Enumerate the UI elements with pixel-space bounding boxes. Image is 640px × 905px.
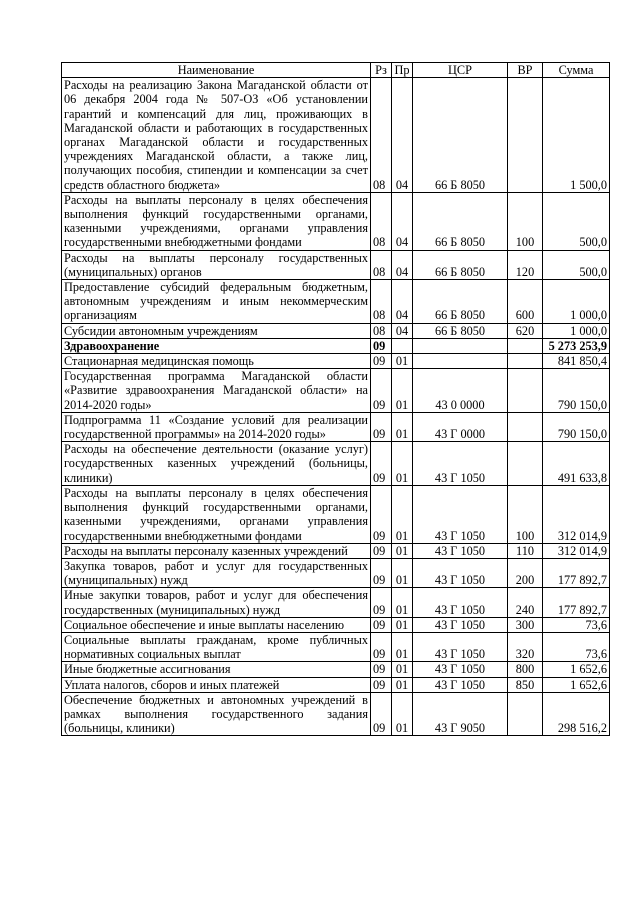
- cell-vr: 850: [508, 677, 543, 692]
- cell-pr: 01: [392, 442, 413, 486]
- cell-vr: [508, 412, 543, 441]
- cell-csr: 66 Б 8050: [413, 250, 508, 279]
- cell-pr: [392, 338, 413, 353]
- cell-vr: 110: [508, 543, 543, 558]
- cell-rz: 08: [371, 78, 392, 193]
- cell-name: Расходы на реализацию Закона Магаданской области от 06 декабря 2004 года № 507-ОЗ «Об установлении гарантий и компенсаций для лиц, проживающих в Магаданской области и работающих в государственных органах Магаданской области и государственных учреждениях Магаданской области, а также лиц, получающих пособия, стипендии и компенсации за счет средств областного бюджета»: [62, 78, 371, 193]
- cell-csr: 43 Г 1050: [413, 662, 508, 677]
- table-row: [62, 632, 610, 661]
- cell-pr: 04: [392, 323, 413, 338]
- header-csr: ЦСР: [413, 63, 508, 78]
- header-vr: ВР: [508, 63, 543, 78]
- cell-vr: 120: [508, 250, 543, 279]
- cell-name: Стационарная медицинская помощь: [62, 354, 371, 369]
- table-row: [62, 412, 610, 441]
- cell-pr: 04: [392, 78, 413, 193]
- cell-rz: 09: [371, 677, 392, 692]
- cell-vr: 100: [508, 485, 543, 543]
- cell-sum: 790 150,0: [543, 412, 610, 441]
- header-name: Наименование: [62, 63, 371, 78]
- table-row: [62, 442, 610, 486]
- cell-vr: [508, 692, 543, 736]
- cell-name: Здравоохранение: [62, 338, 371, 353]
- cell-sum: 841 850,4: [543, 354, 610, 369]
- table-row: [62, 485, 610, 543]
- cell-name: Государственная программа Магаданской области «Развитие здравоохранения Магаданской области» на 2014-2020 годы»: [62, 369, 371, 413]
- cell-pr: 04: [392, 280, 413, 324]
- cell-sum: 1 500,0: [543, 78, 610, 193]
- header-rz: Рз: [371, 63, 392, 78]
- cell-name: Расходы на выплаты персоналу казенных учреждений: [62, 543, 371, 558]
- cell-vr: 200: [508, 558, 543, 587]
- cell-name: Социальное обеспечение и иные выплаты населению: [62, 617, 371, 632]
- cell-sum: 1 652,6: [543, 662, 610, 677]
- cell-name: Предоставление субсидий федеральным бюджетным, автономным учреждениям и иным некоммерческим организациям: [62, 280, 371, 324]
- table-header: [62, 63, 610, 78]
- cell-rz: 08: [371, 192, 392, 250]
- cell-pr: 01: [392, 617, 413, 632]
- cell-sum: 500,0: [543, 192, 610, 250]
- cell-rz: 09: [371, 558, 392, 587]
- cell-rz: 09: [371, 485, 392, 543]
- cell-vr: [508, 78, 543, 193]
- cell-name: Социальные выплаты гражданам, кроме публичных нормативных социальных выплат: [62, 632, 371, 661]
- cell-csr: 43 Г 1050: [413, 632, 508, 661]
- cell-rz: 09: [371, 354, 392, 369]
- cell-name: Подпрограмма 11 «Создание условий для реализации государственной программы» на 2014-2020 годы»: [62, 412, 371, 441]
- cell-pr: 01: [392, 543, 413, 558]
- cell-name: Расходы на выплаты персоналу государственных (муниципальных) органов: [62, 250, 371, 279]
- cell-vr: [508, 338, 543, 353]
- cell-vr: 100: [508, 192, 543, 250]
- cell-rz: 09: [371, 632, 392, 661]
- cell-sum: 491 633,8: [543, 442, 610, 486]
- cell-pr: 01: [392, 588, 413, 617]
- cell-rz: 09: [371, 588, 392, 617]
- cell-pr: 04: [392, 192, 413, 250]
- table-row: [62, 354, 610, 369]
- cell-rz: 09: [371, 543, 392, 558]
- cell-vr: [508, 354, 543, 369]
- cell-pr: 01: [392, 558, 413, 587]
- table-row: [62, 692, 610, 736]
- cell-sum: 73,6: [543, 617, 610, 632]
- cell-csr: 43 Г 1050: [413, 442, 508, 486]
- cell-csr: 43 Г 1050: [413, 677, 508, 692]
- cell-vr: 320: [508, 632, 543, 661]
- cell-csr: 43 Г 9050: [413, 692, 508, 736]
- cell-sum: 73,6: [543, 632, 610, 661]
- cell-pr: 01: [392, 485, 413, 543]
- cell-rz: 08: [371, 280, 392, 324]
- cell-name: Расходы на обеспечение деятельности (оказание услуг) государственных казенных учреждений (больницы, клиники): [62, 442, 371, 486]
- cell-rz: 09: [371, 338, 392, 353]
- cell-pr: 01: [392, 412, 413, 441]
- cell-pr: 01: [392, 354, 413, 369]
- table-row: [62, 78, 610, 193]
- cell-pr: 01: [392, 677, 413, 692]
- cell-name: Иные закупки товаров, работ и услуг для обеспечения государственных (муниципальных) нужд: [62, 588, 371, 617]
- cell-pr: 01: [392, 692, 413, 736]
- table-row: [62, 543, 610, 558]
- cell-rz: 09: [371, 692, 392, 736]
- cell-pr: 01: [392, 369, 413, 413]
- cell-sum: 312 014,9: [543, 485, 610, 543]
- cell-name: Обеспечение бюджетных и автономных учреждений в рамках выполнения государственного задания (больницы, клиники): [62, 692, 371, 736]
- table-row: [62, 323, 610, 338]
- cell-csr: 66 Б 8050: [413, 78, 508, 193]
- cell-csr: 43 0 0000: [413, 369, 508, 413]
- header-row: [62, 63, 610, 78]
- cell-name: Иные бюджетные ассигнования: [62, 662, 371, 677]
- cell-csr: 43 Г 1050: [413, 558, 508, 587]
- cell-vr: 620: [508, 323, 543, 338]
- cell-pr: 04: [392, 250, 413, 279]
- cell-rz: 08: [371, 323, 392, 338]
- cell-sum: 790 150,0: [543, 369, 610, 413]
- cell-name: Расходы на выплаты персоналу в целях обеспечения выполнения функций государственными органами, казенными учреждениями, органами управления государственными внебюджетными фондами: [62, 485, 371, 543]
- cell-csr: 66 Б 8050: [413, 192, 508, 250]
- table-row: [62, 558, 610, 587]
- cell-vr: 800: [508, 662, 543, 677]
- table-row: [62, 369, 610, 413]
- table-row: [62, 250, 610, 279]
- cell-rz: 09: [371, 412, 392, 441]
- cell-vr: 300: [508, 617, 543, 632]
- cell-csr: 43 Г 1050: [413, 588, 508, 617]
- budget-table: [61, 62, 610, 736]
- cell-sum: 1 000,0: [543, 280, 610, 324]
- cell-sum: 1 000,0: [543, 323, 610, 338]
- cell-sum: 177 892,7: [543, 558, 610, 587]
- cell-sum: 298 516,2: [543, 692, 610, 736]
- cell-rz: 09: [371, 369, 392, 413]
- table-row: [62, 338, 610, 353]
- cell-pr: 01: [392, 662, 413, 677]
- cell-csr: 66 Б 8050: [413, 280, 508, 324]
- cell-name: Закупка товаров, работ и услуг для государственных (муниципальных) нужд: [62, 558, 371, 587]
- cell-csr: 43 Г 0000: [413, 412, 508, 441]
- cell-csr: [413, 354, 508, 369]
- cell-name: Расходы на выплаты персоналу в целях обеспечения выполнения функций государственными органами, казенными учреждениями, органами управления государственными внебюджетными фондами: [62, 192, 371, 250]
- cell-sum: 5 273 253,9: [543, 338, 610, 353]
- cell-csr: 66 Б 8050: [413, 323, 508, 338]
- cell-rz: 08: [371, 250, 392, 279]
- cell-sum: 312 014,9: [543, 543, 610, 558]
- table-row: [62, 588, 610, 617]
- table-row: [62, 662, 610, 677]
- cell-vr: [508, 369, 543, 413]
- cell-name: Субсидии автономным учреждениям: [62, 323, 371, 338]
- table-row: [62, 617, 610, 632]
- cell-rz: 09: [371, 442, 392, 486]
- cell-rz: 09: [371, 662, 392, 677]
- cell-vr: 240: [508, 588, 543, 617]
- table-body: [62, 78, 610, 736]
- cell-sum: 1 652,6: [543, 677, 610, 692]
- cell-vr: [508, 442, 543, 486]
- cell-rz: 09: [371, 617, 392, 632]
- table-row: [62, 192, 610, 250]
- header-pr: Пр: [392, 63, 413, 78]
- cell-csr: 43 Г 1050: [413, 543, 508, 558]
- cell-pr: 01: [392, 632, 413, 661]
- cell-name: Уплата налогов, сборов и иных платежей: [62, 677, 371, 692]
- cell-vr: 600: [508, 280, 543, 324]
- cell-csr: 43 Г 1050: [413, 617, 508, 632]
- cell-sum: 500,0: [543, 250, 610, 279]
- cell-csr: 43 Г 1050: [413, 485, 508, 543]
- table-row: [62, 677, 610, 692]
- cell-csr: [413, 338, 508, 353]
- header-sum: Сумма: [543, 63, 610, 78]
- table-row: [62, 280, 610, 324]
- cell-sum: 177 892,7: [543, 588, 610, 617]
